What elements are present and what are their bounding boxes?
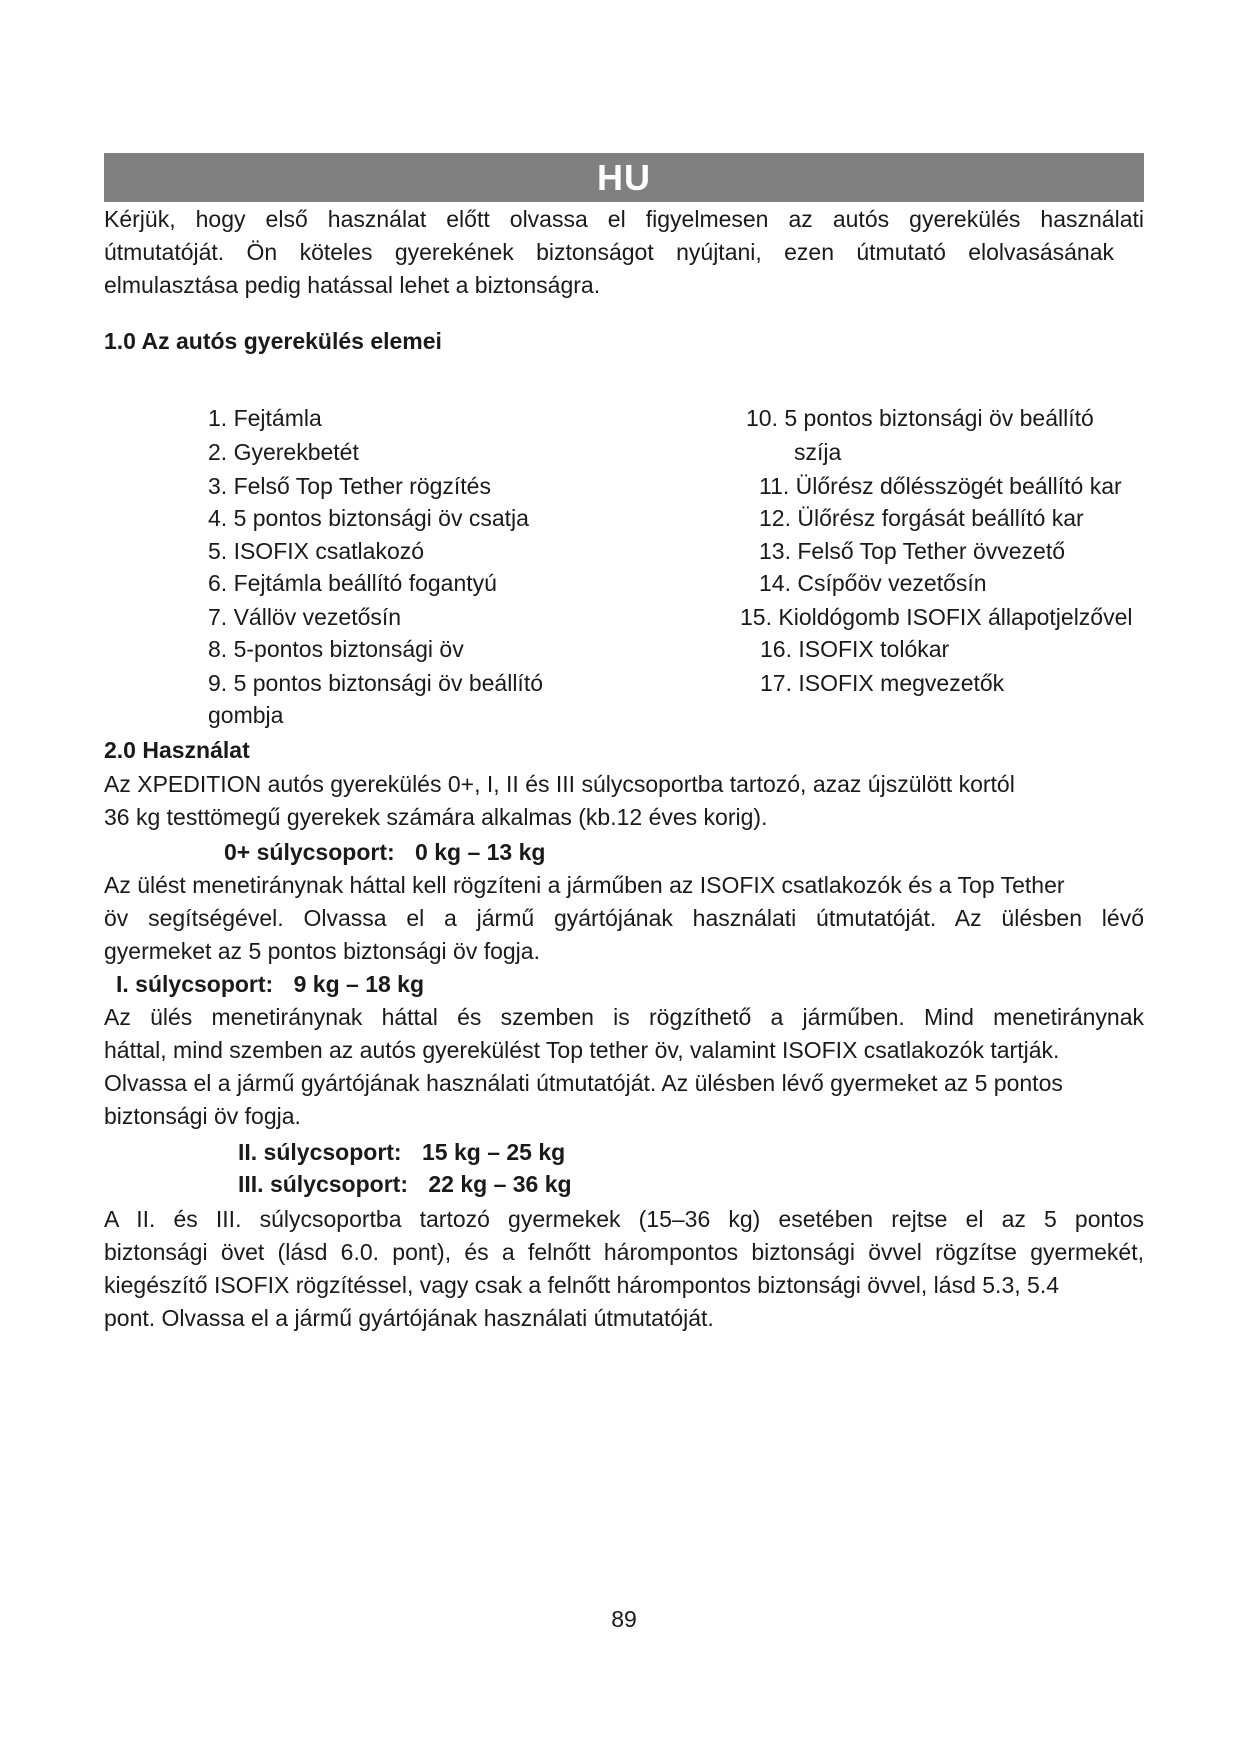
paragraph-line: Az ülést menetiránynak háttal kell rögzíteni a járműben az ISOFIX csatlakozók és a Top Tether bbox=[104, 872, 1065, 898]
list-item: 17. ISOFIX megvezetők bbox=[760, 670, 1005, 696]
section-2-title: 2.0 Használat bbox=[104, 737, 250, 763]
paragraph-line: gyermeket az 5 pontos biztonsági öv fogja. bbox=[104, 938, 540, 964]
paragraph-line: háttal, mind szemben az autós gyerekülést Top tether öv, valamint ISOFIX csatlakozók tartják. bbox=[104, 1037, 1060, 1063]
paragraph-line: öv segítségével. Olvassa el a jármű gyártójának használati útmutatóját. Az ülésben lévő bbox=[104, 905, 1144, 931]
weight-group-3-text bbox=[104, 1203, 1144, 1335]
list-item: szíja bbox=[794, 439, 842, 465]
intro-paragraph bbox=[104, 203, 1144, 302]
manual-page bbox=[104, 0, 1144, 1754]
list-item: 9. 5 pontos biztonsági öv beállító bbox=[208, 670, 544, 696]
list-item: 11. Ülőrész dőlésszögét beállító kar bbox=[759, 473, 1122, 499]
weight-group-label: III. súlycsoport: bbox=[238, 1171, 408, 1197]
weight-group-range: 0 kg – 13 kg bbox=[415, 839, 546, 865]
list-item: 10. 5 pontos biztonsági öv beállító bbox=[746, 405, 1094, 431]
paragraph-line: Az ülés menetiránynak háttal és szemben is rögzíthető a járműben. Mind menetiránynak bbox=[104, 1004, 1144, 1030]
weight-group-1-heading bbox=[116, 968, 424, 1001]
list-item: 13. Felső Top Tether övvezető bbox=[759, 538, 1066, 564]
paragraph-line: biztonsági övet (lásd 6.0. pont), és a felnőtt hárompontos biztonsági övvel rögzítse gyermekét, bbox=[104, 1239, 1144, 1265]
paragraph-line: biztonsági öv fogja. bbox=[104, 1103, 301, 1129]
list-item: 15. Kioldógomb ISOFIX állapotjelzővel bbox=[740, 604, 1133, 630]
weight-group-0-text bbox=[104, 869, 1144, 968]
paragraph-line: Olvassa el a jármű gyártójának használati útmutatóját. Az ülésben lévő gyermeket az 5 pontos bbox=[104, 1070, 1063, 1096]
weight-group-3-heading bbox=[238, 1168, 572, 1201]
list-item: 6. Fejtámla beállító fogantyú bbox=[208, 570, 497, 596]
list-item: 4. 5 pontos biztonsági öv csatja bbox=[208, 505, 529, 531]
weight-group-1-text bbox=[104, 1001, 1144, 1133]
list-item: gombja bbox=[208, 702, 284, 728]
page-number: 89 bbox=[611, 1606, 637, 1632]
usage-intro-line: Az XPEDITION autós gyerekülés 0+, I, II és III súlycsoportba tartozó, azaz újszülött kortól bbox=[104, 771, 1015, 797]
list-item: 5. ISOFIX csatlakozó bbox=[208, 538, 425, 564]
list-item: 1. Fejtámla bbox=[208, 405, 322, 431]
paragraph-line: A II. és III. súlycsoportba tartozó gyermekek (15–36 kg) esetében rejtse el az 5 pontos bbox=[104, 1206, 1144, 1232]
weight-group-label: II. súlycsoport: bbox=[238, 1139, 402, 1165]
list-item: 2. Gyerekbetét bbox=[208, 439, 359, 465]
intro-line: elmulasztása pedig hatással lehet a biztonságra. bbox=[104, 272, 601, 298]
weight-group-range: 22 kg – 36 kg bbox=[428, 1171, 572, 1197]
intro-line: Kérjük, hogy első használat előtt olvassa el figyelmesen az autós gyerekülés használati bbox=[104, 206, 1144, 232]
list-item: 16. ISOFIX tolókar bbox=[760, 636, 950, 662]
usage-intro-line: 36 kg testtömegű gyerekek számára alkalmas (kb.12 éves korig). bbox=[104, 804, 768, 830]
section-1-title: 1.0 Az autós gyerekülés elemei bbox=[104, 328, 442, 354]
paragraph-line: kiegészítő ISOFIX rögzítéssel, vagy csak a felnőtt hárompontos biztonsági övvel, lásd 5.3, 5.4 bbox=[104, 1272, 1059, 1298]
list-item: 14. Csípőöv vezetősín bbox=[759, 570, 987, 596]
list-item: 12. Ülőrész forgását beállító kar bbox=[759, 505, 1084, 531]
weight-group-label: I. súlycsoport: bbox=[116, 971, 274, 997]
weight-group-range: 15 kg – 25 kg bbox=[421, 1139, 566, 1165]
weight-group-0-heading bbox=[224, 836, 545, 869]
weight-group-range: 9 kg – 18 kg bbox=[293, 971, 425, 997]
weight-group-label: 0+ súlycsoport: bbox=[224, 839, 395, 865]
usage-intro bbox=[104, 768, 1144, 834]
list-item: 8. 5-pontos biztonsági öv bbox=[208, 636, 464, 662]
list-item: 3. Felső Top Tether rögzítés bbox=[208, 473, 491, 499]
language-banner: HU bbox=[104, 153, 1144, 202]
paragraph-line: pont. Olvassa el a jármű gyártójának használati útmutatóját. bbox=[104, 1305, 714, 1331]
weight-group-2-heading bbox=[238, 1136, 565, 1169]
list-item: 7. Vállöv vezetősín bbox=[208, 604, 402, 630]
intro-line: útmutatóját. Ön köteles gyerekének biztonságot nyújtani, ezen útmutató elolvasásának bbox=[104, 239, 1114, 265]
